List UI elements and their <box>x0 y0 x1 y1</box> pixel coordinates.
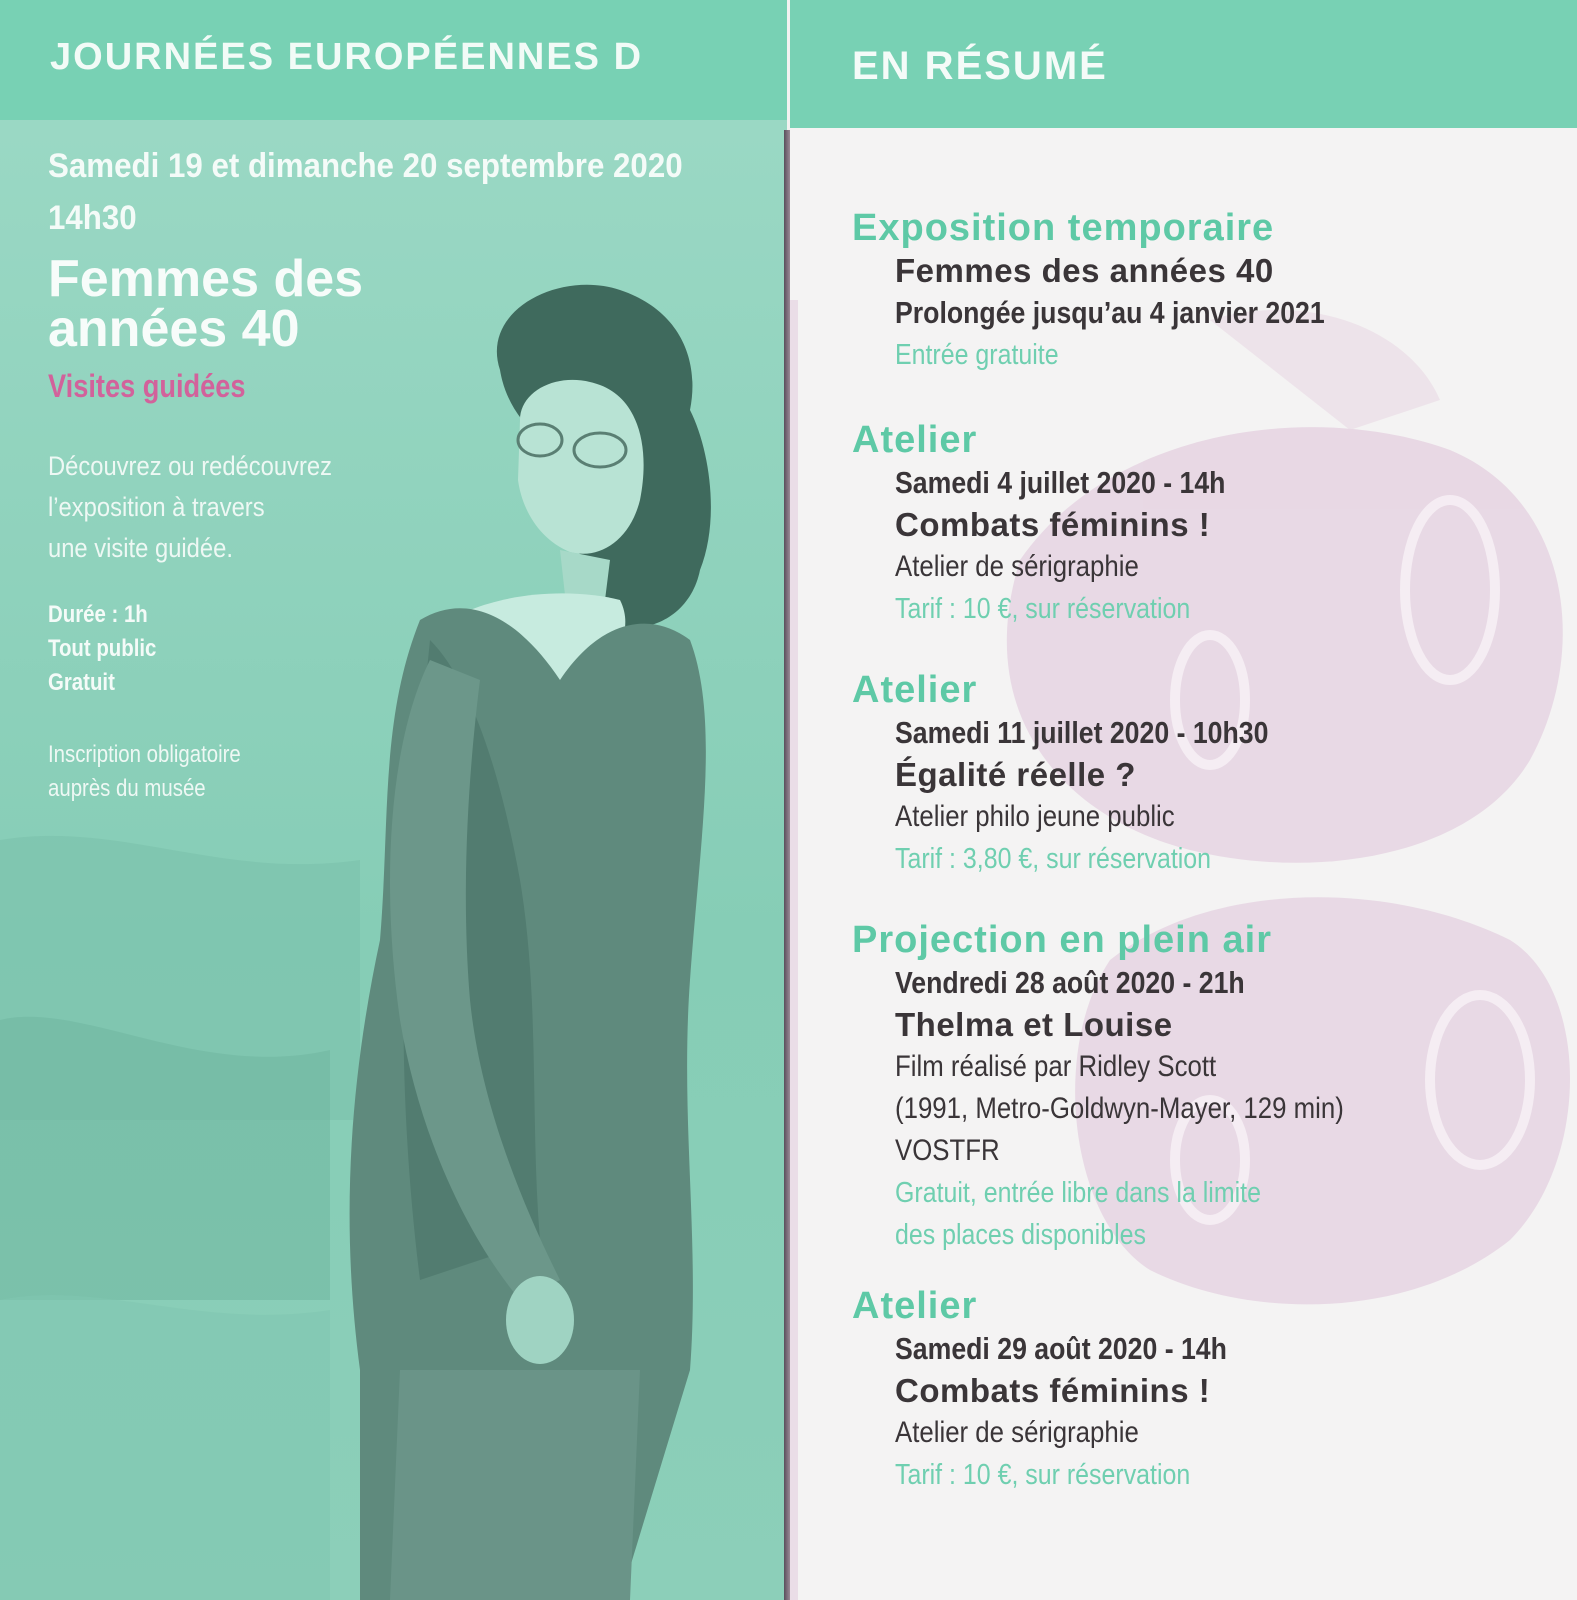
visit-subtitle: Visites guidées <box>48 368 246 404</box>
description-line: l’exposition à travers <box>48 492 265 522</box>
visit-title-line: années 40 <box>48 300 300 358</box>
visit-time-line: 14h30 <box>48 199 137 237</box>
event-projection <box>852 918 1417 1256</box>
visit-info <box>48 598 156 700</box>
inscription-line: Inscription obligatoire <box>48 741 241 768</box>
event-price: Gratuit, entrée libre dans la limite <box>895 1177 1261 1209</box>
left-panel <box>0 0 787 1600</box>
event-date: Samedi 29 août 2020 - 14h <box>895 1331 1227 1366</box>
event-price: Tarif : 3,80 €, sur réservation <box>895 843 1212 875</box>
event-price: des places disponibles <box>895 1219 1146 1251</box>
event-price: Tarif : 10 €, sur réservation <box>895 593 1191 625</box>
event-date: Prolongée jusqu’au 4 janvier 2021 <box>895 295 1325 330</box>
event-date: Samedi 11 juillet 2020 - 10h30 <box>895 715 1269 750</box>
event-category: Atelier <box>852 669 978 711</box>
event-title: Combats féminins ! <box>895 506 1211 543</box>
event-title: Thelma et Louise <box>895 1006 1173 1043</box>
visit-title-line: Femmes des <box>48 250 364 308</box>
event-detail: VOSTFR <box>895 1134 1000 1167</box>
event-atelier-1 <box>852 418 1279 630</box>
description-line: Découvrez ou redécouvrez <box>48 451 332 481</box>
event-atelier-2 <box>852 668 1329 880</box>
info-line: Gratuit <box>48 669 115 696</box>
left-header-title: JOURNÉES EUROPÉENNES D <box>50 36 644 78</box>
event-price: Entrée gratuite <box>895 339 1059 371</box>
event-date: Samedi 4 juillet 2020 - 14h <box>895 465 1226 500</box>
event-atelier-3 <box>852 1284 1281 1496</box>
info-line: Tout public <box>48 635 157 662</box>
visit-description <box>48 446 365 569</box>
event-detail: Atelier de sérigraphie <box>895 1416 1139 1449</box>
right-header-title: EN RÉSUMÉ <box>852 44 1108 88</box>
event-category: Exposition temporaire <box>852 207 1275 249</box>
event-detail: Atelier philo jeune public <box>895 800 1175 833</box>
event-title: Égalité réelle ? <box>895 756 1136 793</box>
event-title: Femmes des années 40 <box>895 252 1274 289</box>
visit-title <box>48 250 568 358</box>
inscription-line: auprès du musée <box>48 775 206 802</box>
event-title: Combats féminins ! <box>895 1372 1211 1409</box>
event-detail: Film réalisé par Ridley Scott <box>895 1050 1217 1083</box>
left-header-band <box>0 0 787 120</box>
event-category: Atelier <box>852 1285 978 1327</box>
event-price: Tarif : 10 €, sur réservation <box>895 1459 1191 1491</box>
visit-date-line: Samedi 19 et dimanche 20 septembre 2020 <box>48 147 683 185</box>
visit-date <box>48 140 710 244</box>
event-date: Vendredi 28 août 2020 - 21h <box>895 965 1245 1000</box>
visit-inscription <box>48 738 241 806</box>
event-exposition <box>852 206 1395 376</box>
description-line: une visite guidée. <box>48 533 233 563</box>
info-line: Durée : 1h <box>48 601 148 628</box>
right-panel <box>790 0 1577 1600</box>
event-detail: (1991, Metro-Goldwyn-Mayer, 129 min) <box>895 1092 1344 1125</box>
event-category: Atelier <box>852 419 978 461</box>
event-detail: Atelier de sérigraphie <box>895 550 1139 583</box>
event-category: Projection en plein air <box>852 919 1272 961</box>
